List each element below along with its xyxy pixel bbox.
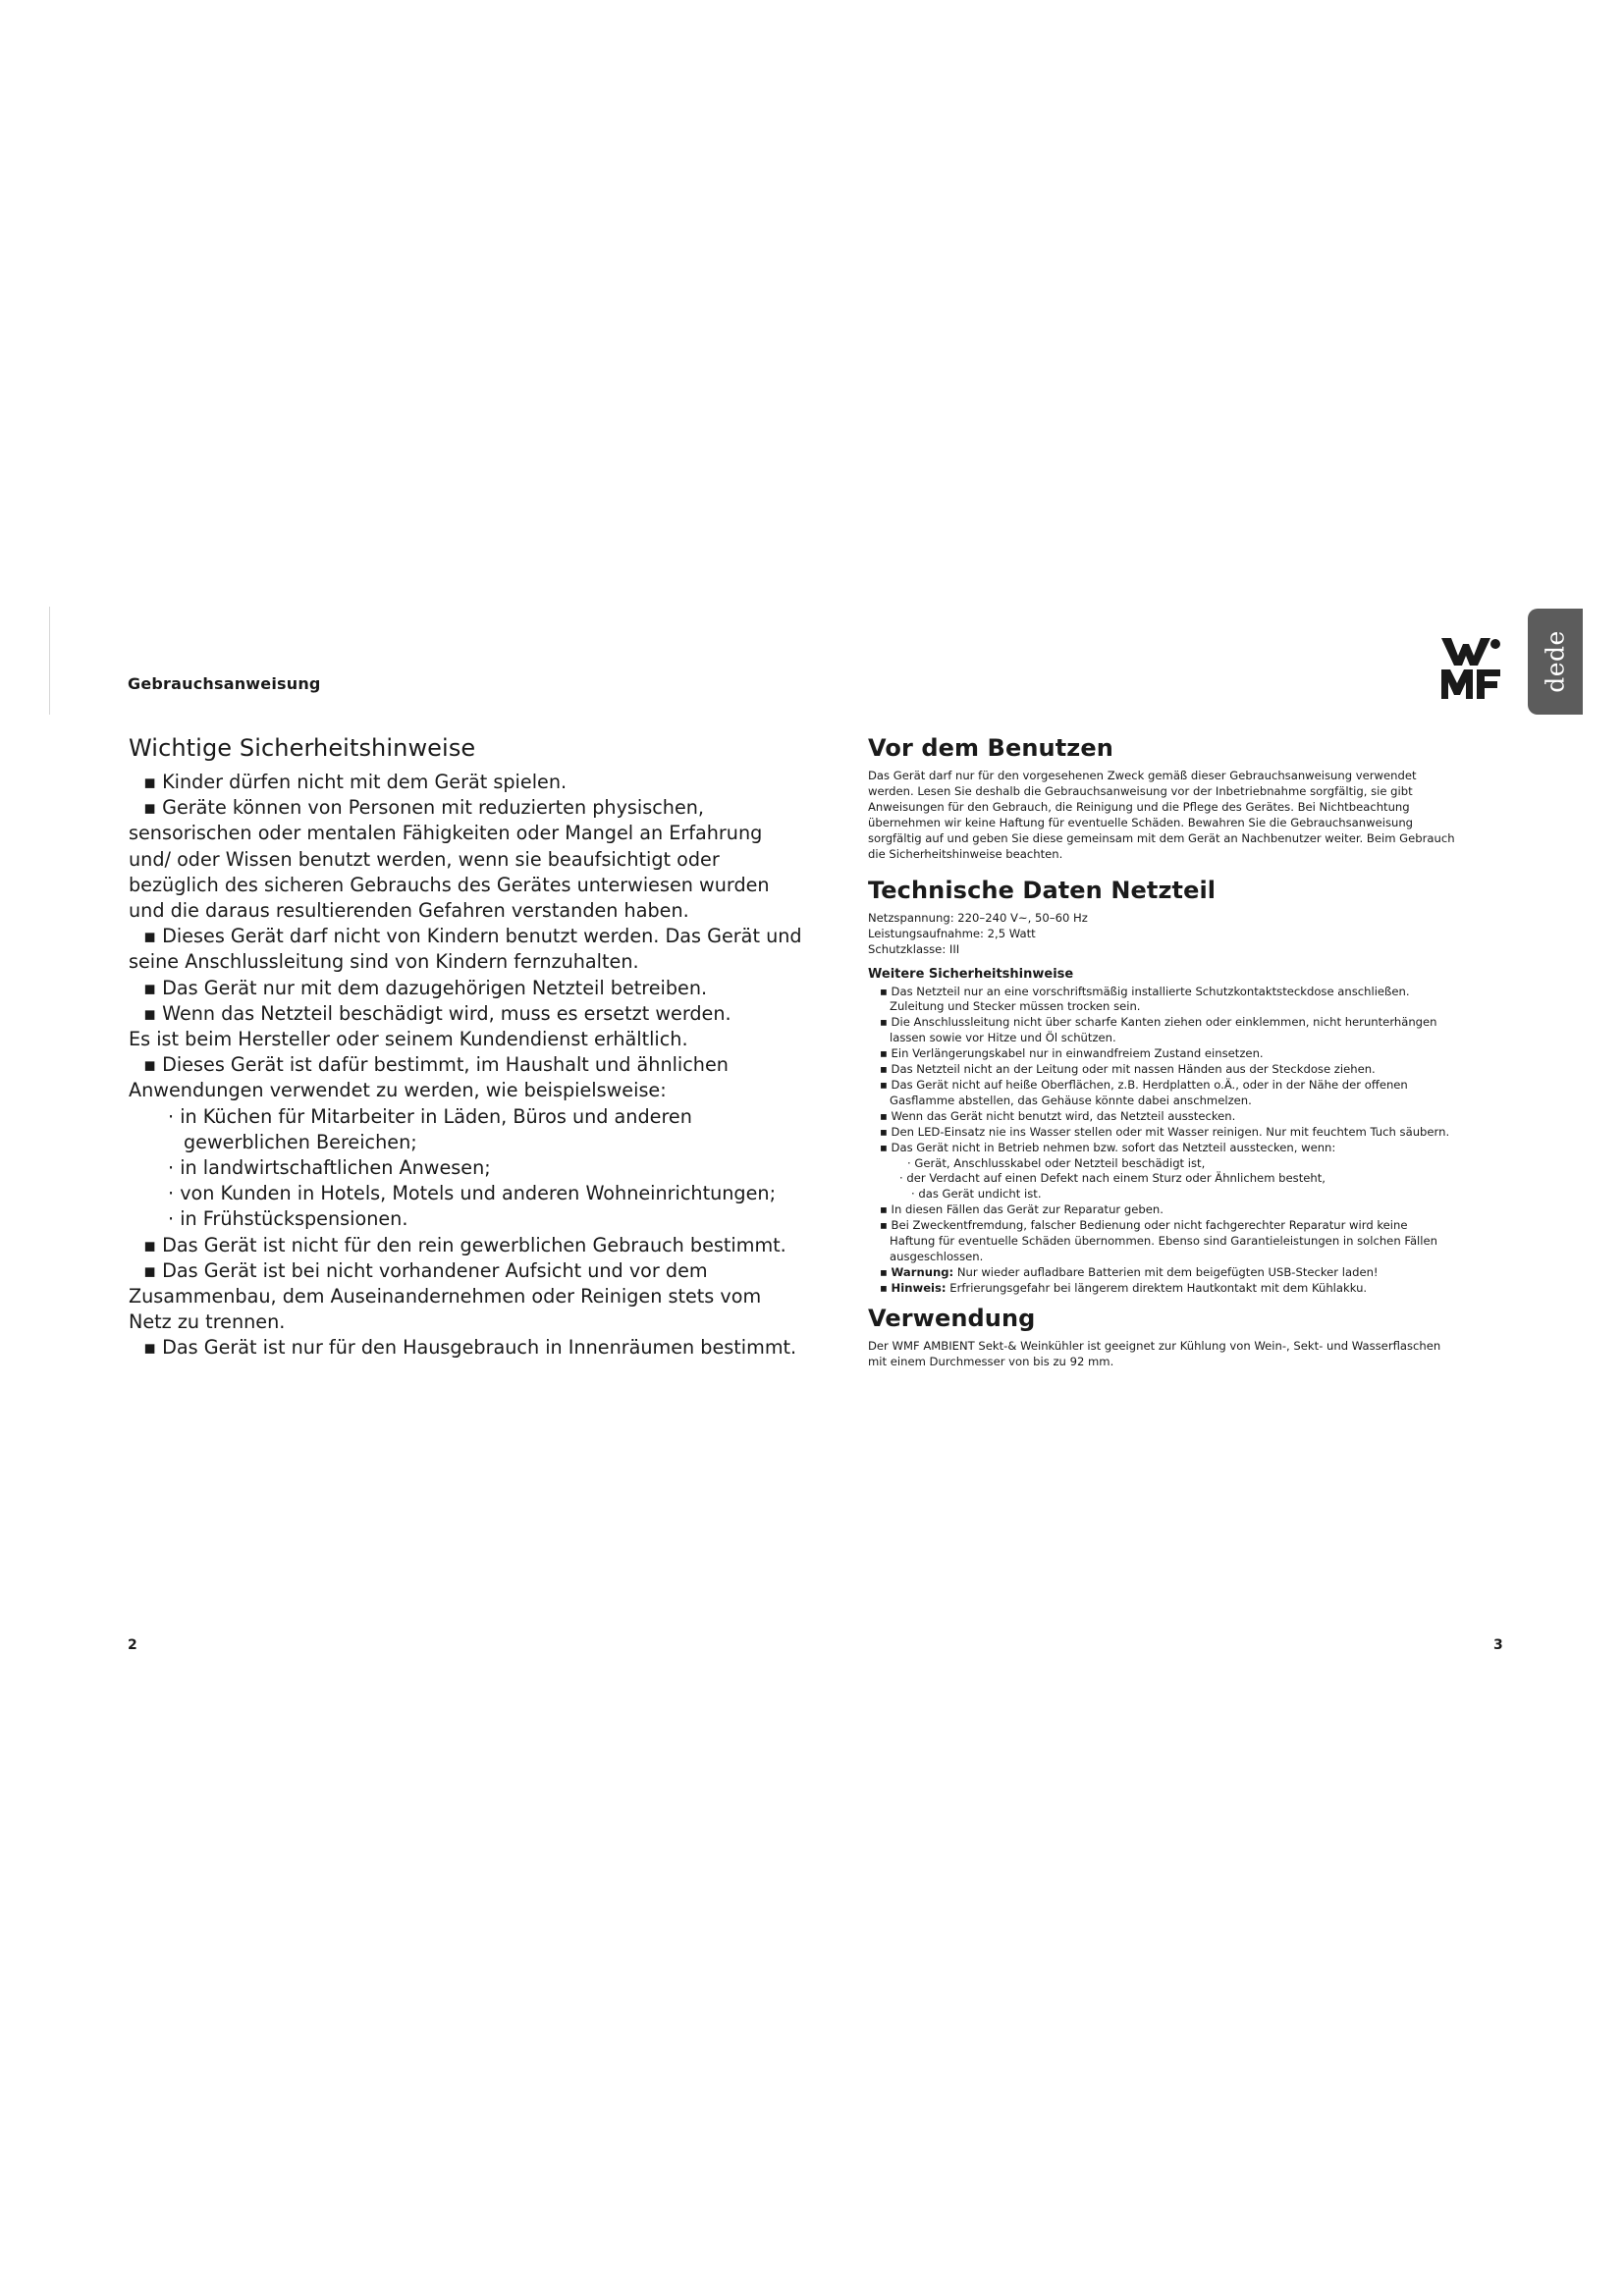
text-line: ▪ Ein Verlängerungskabel nur in einwandfreiem Zustand einsetzen. — [880, 1046, 1264, 1061]
text-line: ▪ Den LED-Einsatz nie ins Wasser stellen oder mit Wasser reinigen. Nur mit feuchtem Tuch säubern. — [880, 1124, 1450, 1139]
text-line: ▪ Das Gerät ist nur für den Hausgebrauch in Innenräumen bestimmt. — [143, 1336, 797, 1360]
text-line: ▪ Das Gerät nur mit dem dazugehörigen Netzteil betreiben. — [143, 976, 708, 999]
text-line: · in landwirtschaftlichen Anwesen; — [168, 1156, 491, 1180]
text-line: ▪ Das Netzteil nicht an der Leitung oder mit nassen Händen aus der Steckdose ziehen. — [880, 1062, 1376, 1077]
right-column — [868, 734, 1516, 1369]
text-line: Zusammenbau, dem Auseinandernehmen oder Reinigen stets vom — [129, 1285, 762, 1308]
text-line: ausgeschlossen. — [890, 1249, 984, 1263]
text-line: Anweisungen für den Gebrauch, die Reinigung und die Pflege des Gerätes. Bei Nichtbeachtung — [868, 800, 1410, 815]
text-line: die Sicherheitshinweise beachten. — [868, 847, 1063, 862]
text-line: Der WMF AMBIENT Sekt-& Weinkühler ist geeignet zur Kühlung von Wein-, Sekt- und Wasserflaschen — [868, 1338, 1441, 1353]
technische-daten-title: Technische Daten Netzteil — [868, 876, 1217, 904]
text-line: werden. Lesen Sie deshalb die Gebrauchsanweisung vor der Inbetriebnahme sorgfältig, sie gibt — [868, 784, 1413, 799]
text-line: ▪ Wenn das Netzteil beschädigt wird, muss es ersetzt werden. — [143, 1001, 731, 1025]
text-line: · der Verdacht auf einen Defekt nach einem Sturz oder Ähnlichem besteht, — [899, 1171, 1326, 1186]
safety-section-left — [129, 734, 802, 1362]
hint-label: Hinweis: — [891, 1280, 947, 1295]
text-line: seine Anschlussleitung sind von Kindern fernzuhalten. — [129, 950, 639, 974]
text-line: ▪ Kinder dürfen nicht mit dem Gerät spielen. — [143, 771, 568, 793]
weitere-sicherheitshinweise-title: Weitere Sicherheitshinweise — [868, 966, 1074, 982]
text-line: · von Kunden in Hotels, Motels und anderen Wohneinrichtungen; — [168, 1182, 777, 1205]
tech-line: Netzspannung: 220–240 V~, 50–60 Hz — [868, 910, 1088, 925]
text-line: bezüglich des sicheren Gebrauchs des Gerätes unterwiesen wurden — [129, 873, 770, 896]
text-line: ▪ Wenn das Gerät nicht benutzt wird, das Netzteil ausstecken. — [880, 1108, 1236, 1123]
text-line: Es ist beim Hersteller oder seinem Kundendienst erhältlich. — [129, 1028, 688, 1051]
text-line: ▪ Die Anschlussleitung nicht über scharfe Kanten ziehen oder einklemmen, nicht herunterhängen — [880, 1015, 1437, 1030]
fold-line — [49, 607, 50, 715]
text-line: übernehmen wir keine Haftung für eventuelle Schäden. Bewahren Sie die Gebrauchsanweisung — [868, 816, 1414, 830]
text-line: ▪ Das Gerät nicht auf heiße Oberflächen, z.B. Herdplatten o.Ä., oder in der Nähe der offenen — [880, 1078, 1408, 1092]
tech-specs — [868, 910, 1516, 957]
language-tab[interactable] — [1528, 609, 1583, 715]
verwendung-title: Verwendung — [868, 1304, 1036, 1332]
text-line: ▪ Dieses Gerät ist dafür bestimmt, im Haushalt und ähnlichen — [143, 1053, 729, 1077]
text-line: · das Gerät undicht ist. — [911, 1187, 1042, 1201]
warning-text: Nur wieder aufladbare Batterien mit dem beigefügten USB-Stecker laden! — [953, 1264, 1379, 1279]
text-line: ▪ Das Netzteil nur an eine vorschriftsmäßig installierte Schutzkontaktsteckdose anschließen. — [880, 984, 1410, 998]
text-line: Das Gerät darf nur für den vorgesehenen Zweck gemäß dieser Gebrauchsanweisung verwendet — [868, 769, 1417, 782]
text-line: Anwendungen verwendet zu werden, wie beispielsweise: — [129, 1079, 667, 1102]
text-line: · in Küchen für Mitarbeiter in Läden, Büros und anderen — [168, 1104, 692, 1128]
text-line: sorgfältig auf und geben Sie diese gemeinsam mit dem Gerät an Nachbenutzer weiter. Beim Gebrauch — [868, 831, 1455, 846]
warning-line: ▪ Warnung: Nur wieder aufladbare Batterien mit dem beigefügten USB-Stecker laden! — [880, 1264, 1379, 1279]
text-line: ▪ In diesen Fällen das Gerät zur Reparatur geben. — [880, 1202, 1164, 1217]
text-line: mit einem Durchmesser von bis zu 92 mm. — [868, 1354, 1114, 1368]
header-label: Gebrauchsanweisung — [128, 674, 321, 693]
warning-label: Warnung: — [891, 1264, 954, 1279]
text-line: und die daraus resultierenden Gefahren verstanden haben. — [129, 899, 689, 923]
text-line: Gasflamme abstellen, das Gehäuse könnte dabei anschmelzen. — [890, 1093, 1252, 1107]
text-line: gewerblichen Bereichen; — [184, 1130, 417, 1153]
hint-text: Erfrierungsgefahr bei längerem direktem Hautkontakt mit dem Kühlakku. — [946, 1280, 1368, 1295]
text-line: ▪ Das Gerät ist bei nicht vorhandener Aufsicht und vor dem — [143, 1258, 708, 1282]
text-line: ▪ Bei Zweckentfremdung, falscher Bedienung oder nicht fachgerechter Reparatur wird keine — [880, 1218, 1408, 1233]
text-line: ▪ Dieses Gerät darf nicht von Kindern benutzt werden. Das Gerät und — [143, 925, 802, 948]
text-line: Zuleitung und Stecker müssen trocken sein. — [890, 999, 1141, 1014]
text-line: ▪ Das Gerät nicht in Betrieb nehmen bzw. sofort das Netzteil ausstecken, wenn: — [880, 1140, 1336, 1154]
wmf-logo — [1439, 636, 1502, 701]
text-line: · in Frühstückspensionen. — [168, 1207, 408, 1231]
page-number-right: 3 — [1493, 1637, 1503, 1653]
text-line: ▪ Geräte können von Personen mit reduzierten physischen, — [143, 796, 705, 820]
text-line: ▪ Das Gerät ist nicht für den rein gewerblichen Gebrauch bestimmt. — [143, 1233, 786, 1256]
left-title: Wichtige Sicherheitshinweise — [129, 734, 476, 762]
text-line: Netz zu trennen. — [129, 1310, 286, 1334]
language-tab-label: dede — [1541, 630, 1570, 693]
tech-line: Leistungsaufnahme: 2,5 Watt — [868, 926, 1036, 940]
text-line: sensorischen oder mentalen Fähigkeiten oder Mangel an Erfahrung — [129, 822, 763, 845]
text-line: und/ oder Wissen benutzt werden, wenn sie beaufsichtigt oder — [129, 847, 720, 871]
text-line: · Gerät, Anschlusskabel oder Netzteil beschädigt ist, — [907, 1155, 1206, 1170]
text-line: Haftung für eventuelle Schäden übernommen. Ebenso sind Garantieleistungen in solchen Fällen — [890, 1234, 1437, 1249]
vor-dem-benutzen-title: Vor dem Benutzen — [868, 734, 1113, 762]
text-line: lassen sowie vor Hitze und Öl schützen. — [890, 1031, 1116, 1045]
hint-line: ▪ Hinweis: Erfrierungsgefahr bei längerem direktem Hautkontakt mit dem Kühlakku. — [880, 1280, 1368, 1295]
page-number-left: 2 — [128, 1637, 137, 1653]
tech-line: Schutzklasse: III — [868, 941, 960, 956]
